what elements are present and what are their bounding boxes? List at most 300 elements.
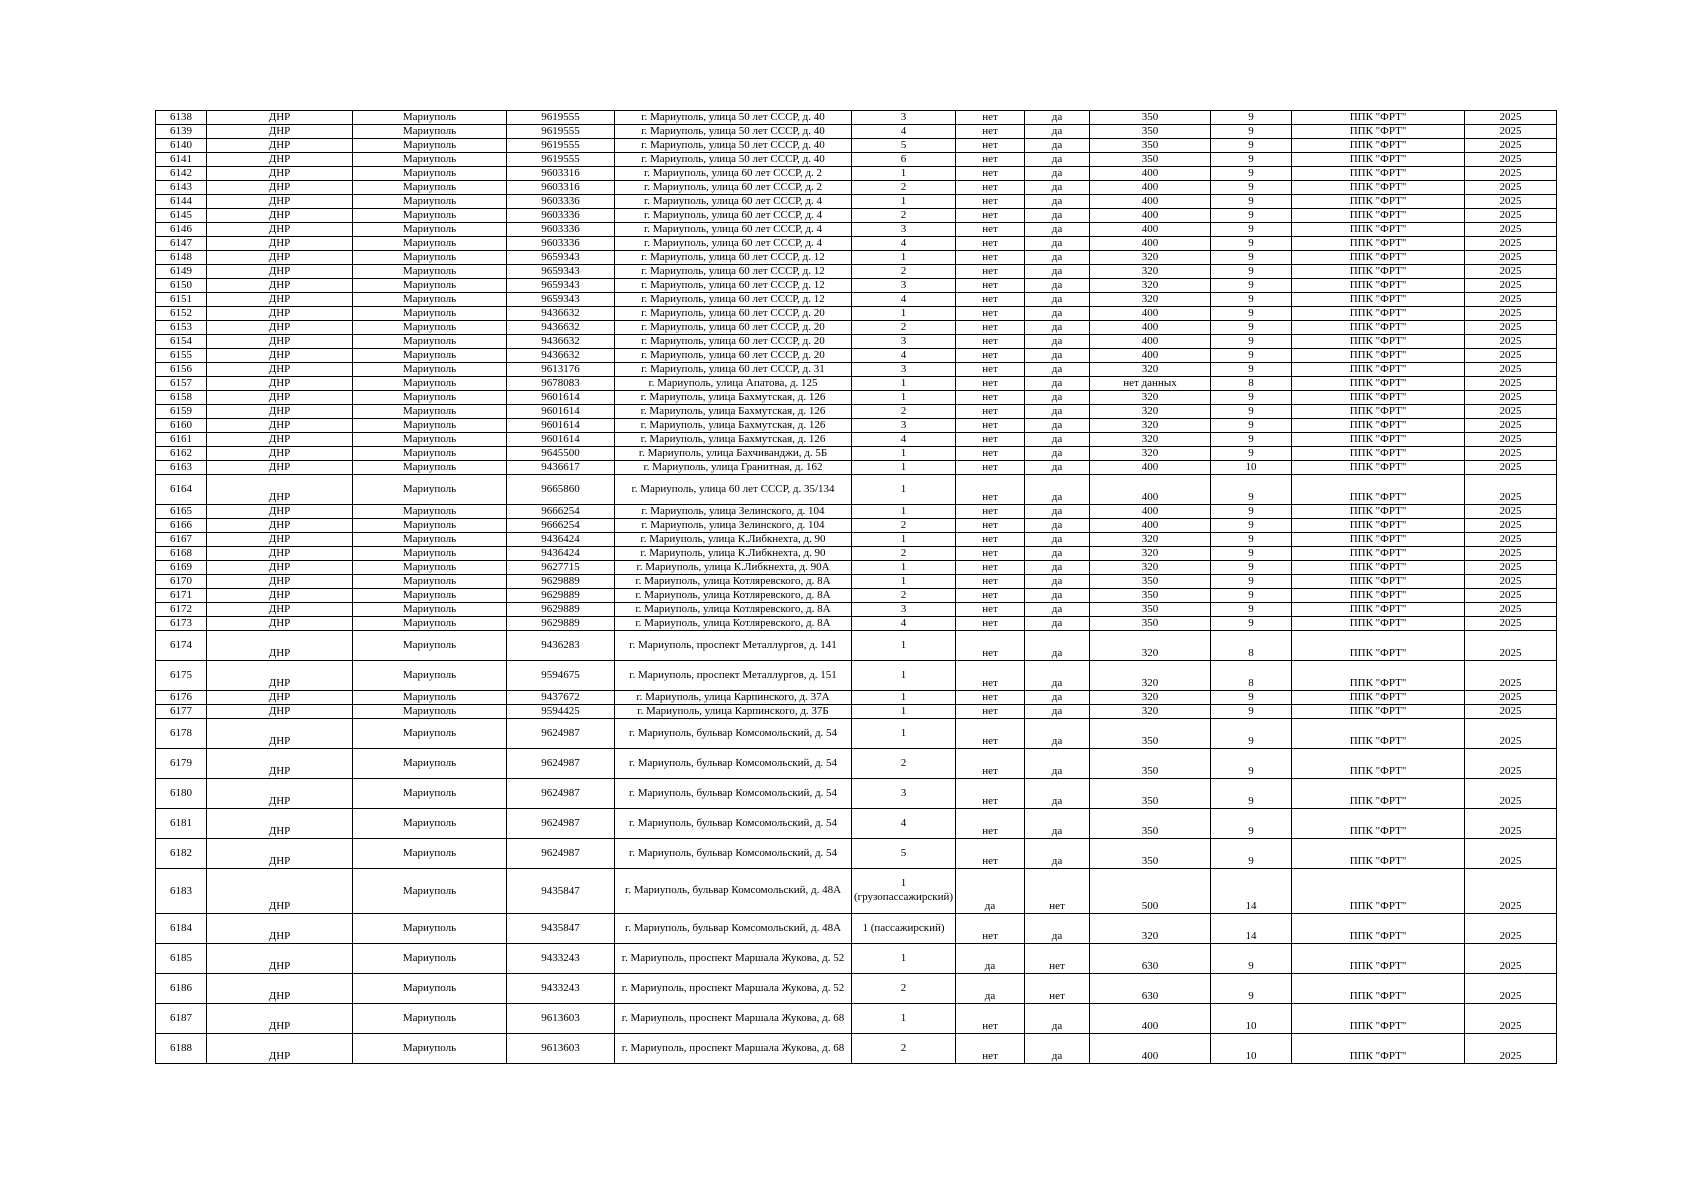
cell-f2: да <box>1025 391 1090 405</box>
cell-city: Мариуполь <box>353 519 507 533</box>
cell-capacity: 350 <box>1090 139 1211 153</box>
cell-f1: нет <box>956 617 1025 631</box>
cell-f2: да <box>1025 691 1090 705</box>
cell-year: 2025 <box>1465 461 1557 475</box>
cell-year: 2025 <box>1465 914 1557 944</box>
cell-region: ДНР <box>207 869 353 914</box>
table-row <box>156 237 1557 251</box>
cell-code: 9619555 <box>507 125 615 139</box>
cell-floors: 8 <box>1211 377 1292 391</box>
cell-year: 2025 <box>1465 603 1557 617</box>
table-row <box>156 377 1557 391</box>
cell-floors: 9 <box>1211 705 1292 719</box>
cell-capacity: 320 <box>1090 419 1211 433</box>
cell-lift: 4 <box>852 433 956 447</box>
table-row <box>156 547 1557 561</box>
cell-num: 6145 <box>156 209 207 223</box>
table-row <box>156 561 1557 575</box>
cell-f2: да <box>1025 237 1090 251</box>
cell-num: 6163 <box>156 461 207 475</box>
table-row <box>156 944 1557 974</box>
cell-address: г. Мариуполь, улица Бахмутская, д. 126 <box>615 391 852 405</box>
cell-region: ДНР <box>207 1034 353 1064</box>
cell-city: Мариуполь <box>353 533 507 547</box>
cell-address: г. Мариуполь, бульвар Комсомольский, д. 54 <box>615 719 852 749</box>
cell-org: ППК "ФРТ" <box>1292 974 1465 1004</box>
cell-num: 6187 <box>156 1004 207 1034</box>
cell-capacity: 400 <box>1090 519 1211 533</box>
cell-f2: да <box>1025 251 1090 265</box>
table-row <box>156 1034 1557 1064</box>
cell-capacity: 630 <box>1090 944 1211 974</box>
cell-org: ППК "ФРТ" <box>1292 223 1465 237</box>
cell-address: г. Мариуполь, улица Бахмутская, д. 126 <box>615 405 852 419</box>
cell-f2: да <box>1025 839 1090 869</box>
cell-capacity: 630 <box>1090 974 1211 1004</box>
cell-num: 6165 <box>156 505 207 519</box>
cell-year: 2025 <box>1465 335 1557 349</box>
table-row <box>156 111 1557 125</box>
cell-city: Мариуполь <box>353 251 507 265</box>
cell-org: ППК "ФРТ" <box>1292 377 1465 391</box>
table-row <box>156 575 1557 589</box>
cell-org: ППК "ФРТ" <box>1292 461 1465 475</box>
cell-address: г. Мариуполь, улица Бахмутская, д. 126 <box>615 433 852 447</box>
cell-f1: нет <box>956 691 1025 705</box>
cell-code: 9594425 <box>507 705 615 719</box>
cell-region: ДНР <box>207 139 353 153</box>
table-row <box>156 447 1557 461</box>
cell-org: ППК "ФРТ" <box>1292 391 1465 405</box>
cell-lift: 1 <box>852 391 956 405</box>
cell-code: 9624987 <box>507 839 615 869</box>
cell-num: 6177 <box>156 705 207 719</box>
cell-f1: нет <box>956 125 1025 139</box>
table-row <box>156 251 1557 265</box>
cell-org: ППК "ФРТ" <box>1292 839 1465 869</box>
cell-org: ППК "ФРТ" <box>1292 405 1465 419</box>
cell-code: 9619555 <box>507 139 615 153</box>
cell-year: 2025 <box>1465 705 1557 719</box>
cell-capacity: 320 <box>1090 265 1211 279</box>
cell-floors: 9 <box>1211 405 1292 419</box>
cell-region: ДНР <box>207 125 353 139</box>
cell-floors: 9 <box>1211 349 1292 363</box>
cell-address: г. Мариуполь, улица К.Либкнехта, д. 90 <box>615 533 852 547</box>
cell-city: Мариуполь <box>353 461 507 475</box>
cell-floors: 9 <box>1211 719 1292 749</box>
cell-f2: да <box>1025 533 1090 547</box>
cell-lift: 1 <box>852 461 956 475</box>
cell-region: ДНР <box>207 195 353 209</box>
cell-year: 2025 <box>1465 223 1557 237</box>
cell-address: г. Мариуполь, улица 60 лет СССР, д. 4 <box>615 209 852 223</box>
cell-year: 2025 <box>1465 1034 1557 1064</box>
table-row <box>156 475 1557 505</box>
table-row <box>156 779 1557 809</box>
cell-region: ДНР <box>207 705 353 719</box>
cell-address: г. Мариуполь, улица Зелинского, д. 104 <box>615 505 852 519</box>
cell-num: 6173 <box>156 617 207 631</box>
cell-address: г. Мариуполь, улица 50 лет СССР, д. 40 <box>615 125 852 139</box>
cell-num: 6144 <box>156 195 207 209</box>
table-row <box>156 125 1557 139</box>
cell-lift: 2 <box>852 589 956 603</box>
cell-city: Мариуполь <box>353 265 507 279</box>
cell-lift: 1 <box>852 575 956 589</box>
cell-year: 2025 <box>1465 349 1557 363</box>
cell-f2: да <box>1025 125 1090 139</box>
cell-floors: 9 <box>1211 617 1292 631</box>
cell-org: ППК "ФРТ" <box>1292 349 1465 363</box>
cell-city: Мариуполь <box>353 335 507 349</box>
cell-code: 9601614 <box>507 391 615 405</box>
cell-org: ППК "ФРТ" <box>1292 279 1465 293</box>
table-row <box>156 631 1557 661</box>
cell-city: Мариуполь <box>353 293 507 307</box>
cell-region: ДНР <box>207 603 353 617</box>
cell-f1: нет <box>956 661 1025 691</box>
cell-f1: нет <box>956 377 1025 391</box>
cell-capacity: 350 <box>1090 589 1211 603</box>
cell-floors: 8 <box>1211 661 1292 691</box>
cell-region: ДНР <box>207 377 353 391</box>
cell-capacity: 400 <box>1090 505 1211 519</box>
cell-f1: нет <box>956 237 1025 251</box>
cell-f1: нет <box>956 1004 1025 1034</box>
table-row <box>156 265 1557 279</box>
cell-org: ППК "ФРТ" <box>1292 125 1465 139</box>
cell-city: Мариуполь <box>353 1004 507 1034</box>
cell-f2: да <box>1025 705 1090 719</box>
cell-lift: 3 <box>852 223 956 237</box>
cell-floors: 14 <box>1211 869 1292 914</box>
cell-address: г. Мариуполь, проспект Маршала Жукова, д. 68 <box>615 1034 852 1064</box>
cell-lift: 2 <box>852 547 956 561</box>
cell-city: Мариуполь <box>353 589 507 603</box>
cell-year: 2025 <box>1465 839 1557 869</box>
cell-region: ДНР <box>207 223 353 237</box>
cell-address: г. Мариуполь, улица 60 лет СССР, д. 35/134 <box>615 475 852 505</box>
cell-org: ППК "ФРТ" <box>1292 809 1465 839</box>
cell-region: ДНР <box>207 475 353 505</box>
cell-city: Мариуполь <box>353 719 507 749</box>
cell-capacity: 350 <box>1090 839 1211 869</box>
cell-f2: да <box>1025 631 1090 661</box>
cell-year: 2025 <box>1465 719 1557 749</box>
cell-address: г. Мариуполь, улица 60 лет СССР, д. 12 <box>615 279 852 293</box>
cell-lift: 2 <box>852 209 956 223</box>
table-row <box>156 293 1557 307</box>
cell-region: ДНР <box>207 749 353 779</box>
cell-year: 2025 <box>1465 293 1557 307</box>
cell-num: 6185 <box>156 944 207 974</box>
cell-org: ППК "ФРТ" <box>1292 944 1465 974</box>
cell-capacity: 350 <box>1090 575 1211 589</box>
cell-code: 9603336 <box>507 195 615 209</box>
cell-capacity: 350 <box>1090 603 1211 617</box>
cell-num: 6151 <box>156 293 207 307</box>
cell-address: г. Мариуполь, бульвар Комсомольский, д. 54 <box>615 839 852 869</box>
cell-capacity: 320 <box>1090 433 1211 447</box>
cell-city: Мариуполь <box>353 307 507 321</box>
cell-num: 6159 <box>156 405 207 419</box>
cell-city: Мариуполь <box>353 181 507 195</box>
cell-f1: нет <box>956 209 1025 223</box>
cell-address: г. Мариуполь, улица Бахмутская, д. 126 <box>615 419 852 433</box>
cell-lift: 1 <box>852 719 956 749</box>
table-row <box>156 433 1557 447</box>
cell-city: Мариуполь <box>353 839 507 869</box>
cell-city: Мариуполь <box>353 661 507 691</box>
cell-code: 9666254 <box>507 505 615 519</box>
table-row <box>156 321 1557 335</box>
cell-num: 6156 <box>156 363 207 377</box>
cell-address: г. Мариуполь, бульвар Комсомольский, д. 48А <box>615 869 852 914</box>
cell-region: ДНР <box>207 419 353 433</box>
cell-city: Мариуполь <box>353 505 507 519</box>
cell-city: Мариуполь <box>353 433 507 447</box>
cell-region: ДНР <box>207 111 353 125</box>
cell-lift: 6 <box>852 153 956 167</box>
cell-code: 9433243 <box>507 944 615 974</box>
table-row <box>156 307 1557 321</box>
cell-num: 6157 <box>156 377 207 391</box>
cell-region: ДНР <box>207 1004 353 1034</box>
cell-org: ППК "ФРТ" <box>1292 749 1465 779</box>
cell-f2: да <box>1025 519 1090 533</box>
cell-year: 2025 <box>1465 631 1557 661</box>
cell-f2: да <box>1025 547 1090 561</box>
cell-city: Мариуполь <box>353 405 507 419</box>
cell-floors: 10 <box>1211 1004 1292 1034</box>
cell-org: ППК "ФРТ" <box>1292 589 1465 603</box>
cell-year: 2025 <box>1465 405 1557 419</box>
cell-f1: нет <box>956 223 1025 237</box>
cell-org: ППК "ФРТ" <box>1292 779 1465 809</box>
cell-year: 2025 <box>1465 505 1557 519</box>
cell-region: ДНР <box>207 363 353 377</box>
cell-city: Мариуполь <box>353 139 507 153</box>
cell-year: 2025 <box>1465 869 1557 914</box>
table-row <box>156 691 1557 705</box>
cell-num: 6138 <box>156 111 207 125</box>
cell-org: ППК "ФРТ" <box>1292 505 1465 519</box>
table-row <box>156 869 1557 914</box>
cell-region: ДНР <box>207 335 353 349</box>
cell-year: 2025 <box>1465 475 1557 505</box>
cell-region: ДНР <box>207 691 353 705</box>
table-row <box>156 279 1557 293</box>
cell-address: г. Мариуполь, улица К.Либкнехта, д. 90А <box>615 561 852 575</box>
cell-f1: нет <box>956 181 1025 195</box>
cell-lift: 3 <box>852 419 956 433</box>
cell-code: 9619555 <box>507 111 615 125</box>
cell-floors: 9 <box>1211 533 1292 547</box>
cell-city: Мариуполь <box>353 153 507 167</box>
cell-capacity: 400 <box>1090 335 1211 349</box>
cell-address: г. Мариуполь, проспект Маршала Жукова, д. 68 <box>615 1004 852 1034</box>
cell-floors: 9 <box>1211 974 1292 1004</box>
cell-f2: да <box>1025 461 1090 475</box>
cell-f1: нет <box>956 547 1025 561</box>
cell-floors: 9 <box>1211 505 1292 519</box>
cell-lift: 4 <box>852 293 956 307</box>
cell-capacity: 350 <box>1090 749 1211 779</box>
cell-city: Мариуполь <box>353 111 507 125</box>
cell-region: ДНР <box>207 719 353 749</box>
cell-code: 9624987 <box>507 809 615 839</box>
cell-code: 9629889 <box>507 575 615 589</box>
cell-capacity: 320 <box>1090 293 1211 307</box>
cell-city: Мариуполь <box>353 321 507 335</box>
cell-org: ППК "ФРТ" <box>1292 335 1465 349</box>
cell-city: Мариуполь <box>353 363 507 377</box>
cell-floors: 10 <box>1211 1034 1292 1064</box>
cell-floors: 9 <box>1211 139 1292 153</box>
cell-f2: нет <box>1025 944 1090 974</box>
cell-region: ДНР <box>207 181 353 195</box>
cell-lift: 4 <box>852 349 956 363</box>
cell-city: Мариуполь <box>353 475 507 505</box>
cell-f2: да <box>1025 349 1090 363</box>
cell-code: 9601614 <box>507 405 615 419</box>
cell-year: 2025 <box>1465 433 1557 447</box>
cell-code: 9435847 <box>507 914 615 944</box>
cell-year: 2025 <box>1465 111 1557 125</box>
cell-f2: да <box>1025 419 1090 433</box>
cell-region: ДНР <box>207 391 353 405</box>
cell-year: 2025 <box>1465 251 1557 265</box>
cell-floors: 9 <box>1211 237 1292 251</box>
cell-f1: нет <box>956 839 1025 869</box>
table-row <box>156 167 1557 181</box>
cell-city: Мариуполь <box>353 617 507 631</box>
cell-org: ППК "ФРТ" <box>1292 195 1465 209</box>
cell-city: Мариуполь <box>353 223 507 237</box>
cell-code: 9629889 <box>507 589 615 603</box>
table-row <box>156 363 1557 377</box>
cell-region: ДНР <box>207 321 353 335</box>
cell-year: 2025 <box>1465 691 1557 705</box>
cell-year: 2025 <box>1465 391 1557 405</box>
cell-num: 6140 <box>156 139 207 153</box>
cell-code: 9624987 <box>507 719 615 749</box>
cell-region: ДНР <box>207 265 353 279</box>
cell-org: ППК "ФРТ" <box>1292 433 1465 447</box>
cell-code: 9603316 <box>507 181 615 195</box>
cell-year: 2025 <box>1465 279 1557 293</box>
cell-year: 2025 <box>1465 447 1557 461</box>
cell-num: 6170 <box>156 575 207 589</box>
cell-floors: 14 <box>1211 914 1292 944</box>
cell-city: Мариуполь <box>353 419 507 433</box>
cell-lift: 1 <box>852 561 956 575</box>
cell-region: ДНР <box>207 447 353 461</box>
cell-f2: да <box>1025 405 1090 419</box>
cell-code: 9601614 <box>507 419 615 433</box>
table-row <box>156 974 1557 1004</box>
cell-floors: 9 <box>1211 223 1292 237</box>
cell-org: ППК "ФРТ" <box>1292 705 1465 719</box>
cell-code: 9613603 <box>507 1004 615 1034</box>
cell-code: 9436424 <box>507 547 615 561</box>
cell-org: ППК "ФРТ" <box>1292 111 1465 125</box>
table-row <box>156 1004 1557 1034</box>
cell-num: 6184 <box>156 914 207 944</box>
cell-code: 9436632 <box>507 307 615 321</box>
cell-num: 6150 <box>156 279 207 293</box>
table-row <box>156 914 1557 944</box>
cell-num: 6143 <box>156 181 207 195</box>
cell-f2: да <box>1025 447 1090 461</box>
cell-floors: 9 <box>1211 691 1292 705</box>
cell-org: ППК "ФРТ" <box>1292 575 1465 589</box>
cell-f2: да <box>1025 321 1090 335</box>
cell-num: 6182 <box>156 839 207 869</box>
cell-address: г. Мариуполь, улица Котляревского, д. 8А <box>615 589 852 603</box>
cell-lift: 1 <box>852 377 956 391</box>
cell-org: ППК "ФРТ" <box>1292 519 1465 533</box>
cell-org: ППК "ФРТ" <box>1292 293 1465 307</box>
cell-address: г. Мариуполь, улица 50 лет СССР, д. 40 <box>615 153 852 167</box>
cell-lift: 1 <box>852 533 956 547</box>
cell-region: ДНР <box>207 405 353 419</box>
cell-region: ДНР <box>207 631 353 661</box>
cell-f1: нет <box>956 335 1025 349</box>
cell-capacity: 400 <box>1090 307 1211 321</box>
cell-f2: да <box>1025 307 1090 321</box>
cell-capacity: 320 <box>1090 705 1211 719</box>
cell-capacity: 400 <box>1090 1004 1211 1034</box>
cell-f2: да <box>1025 363 1090 377</box>
cell-f1: да <box>956 944 1025 974</box>
cell-city: Мариуполь <box>353 779 507 809</box>
cell-lift: 3 <box>852 603 956 617</box>
cell-org: ППК "ФРТ" <box>1292 561 1465 575</box>
cell-capacity: 400 <box>1090 209 1211 223</box>
cell-address: г. Мариуполь, улица Бахчиванджи, д. 5Б <box>615 447 852 461</box>
cell-region: ДНР <box>207 575 353 589</box>
cell-floors: 9 <box>1211 321 1292 335</box>
cell-address: г. Мариуполь, улица 60 лет СССР, д. 4 <box>615 195 852 209</box>
cell-f1: нет <box>956 363 1025 377</box>
cell-address: г. Мариуполь, бульвар Комсомольский, д. 54 <box>615 809 852 839</box>
cell-region: ДНР <box>207 944 353 974</box>
cell-org: ППК "ФРТ" <box>1292 533 1465 547</box>
cell-num: 6139 <box>156 125 207 139</box>
cell-capacity: 350 <box>1090 125 1211 139</box>
cell-year: 2025 <box>1465 307 1557 321</box>
cell-org: ППК "ФРТ" <box>1292 251 1465 265</box>
cell-year: 2025 <box>1465 195 1557 209</box>
cell-code: 9433243 <box>507 974 615 1004</box>
cell-year: 2025 <box>1465 167 1557 181</box>
cell-address: г. Мариуполь, улица 60 лет СССР, д. 20 <box>615 335 852 349</box>
cell-floors: 9 <box>1211 125 1292 139</box>
cell-floors: 9 <box>1211 195 1292 209</box>
cell-f2: да <box>1025 111 1090 125</box>
cell-floors: 9 <box>1211 363 1292 377</box>
cell-code: 9437672 <box>507 691 615 705</box>
cell-city: Мариуполь <box>353 391 507 405</box>
cell-capacity: 320 <box>1090 391 1211 405</box>
cell-f2: да <box>1025 195 1090 209</box>
cell-f1: нет <box>956 749 1025 779</box>
cell-capacity: 400 <box>1090 1034 1211 1064</box>
cell-address: г. Мариуполь, улица 50 лет СССР, д. 40 <box>615 139 852 153</box>
cell-city: Мариуполь <box>353 349 507 363</box>
